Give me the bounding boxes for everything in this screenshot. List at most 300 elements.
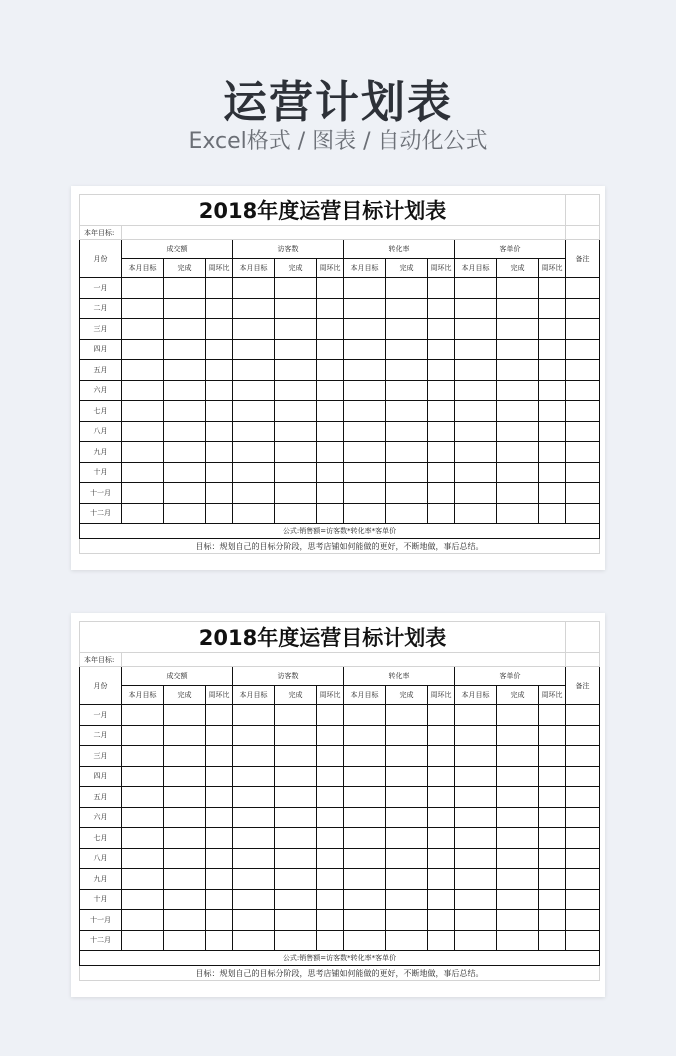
data-cell[interactable] bbox=[317, 725, 344, 746]
data-cell[interactable] bbox=[497, 360, 539, 381]
data-cell[interactable] bbox=[164, 483, 206, 504]
data-cell[interactable] bbox=[455, 828, 497, 849]
data-cell[interactable] bbox=[455, 462, 497, 483]
data-cell[interactable] bbox=[164, 380, 206, 401]
data-cell[interactable] bbox=[386, 339, 428, 360]
data-cell[interactable] bbox=[455, 319, 497, 340]
data-cell[interactable] bbox=[317, 746, 344, 767]
data-cell[interactable] bbox=[275, 319, 317, 340]
data-cell[interactable] bbox=[566, 380, 600, 401]
data-cell[interactable] bbox=[233, 889, 275, 910]
data-cell[interactable] bbox=[164, 848, 206, 869]
data-cell[interactable] bbox=[566, 421, 600, 442]
data-cell[interactable] bbox=[428, 339, 455, 360]
data-cell[interactable] bbox=[344, 766, 386, 787]
data-cell[interactable] bbox=[275, 360, 317, 381]
data-cell[interactable] bbox=[386, 483, 428, 504]
data-cell[interactable] bbox=[344, 930, 386, 951]
data-cell[interactable] bbox=[539, 848, 566, 869]
data-cell[interactable] bbox=[497, 869, 539, 890]
data-cell[interactable] bbox=[428, 705, 455, 726]
data-cell[interactable] bbox=[386, 807, 428, 828]
data-cell[interactable] bbox=[233, 442, 275, 463]
data-cell[interactable] bbox=[275, 339, 317, 360]
data-cell[interactable] bbox=[344, 360, 386, 381]
data-cell[interactable] bbox=[566, 401, 600, 422]
data-cell[interactable] bbox=[497, 848, 539, 869]
data-cell[interactable] bbox=[497, 278, 539, 299]
data-cell[interactable] bbox=[566, 483, 600, 504]
data-cell[interactable] bbox=[317, 462, 344, 483]
data-cell[interactable] bbox=[122, 339, 164, 360]
data-cell[interactable] bbox=[497, 462, 539, 483]
data-cell[interactable] bbox=[164, 298, 206, 319]
data-cell[interactable] bbox=[344, 401, 386, 422]
data-cell[interactable] bbox=[122, 725, 164, 746]
data-cell[interactable] bbox=[455, 278, 497, 299]
data-cell[interactable] bbox=[566, 930, 600, 951]
data-cell[interactable] bbox=[455, 787, 497, 808]
data-cell[interactable] bbox=[497, 746, 539, 767]
data-cell[interactable] bbox=[275, 889, 317, 910]
data-cell[interactable] bbox=[317, 766, 344, 787]
data-cell[interactable] bbox=[455, 930, 497, 951]
data-cell[interactable] bbox=[539, 869, 566, 890]
data-cell[interactable] bbox=[428, 746, 455, 767]
data-cell[interactable] bbox=[122, 787, 164, 808]
data-cell[interactable] bbox=[275, 828, 317, 849]
data-cell[interactable] bbox=[233, 462, 275, 483]
data-cell[interactable] bbox=[122, 298, 164, 319]
data-cell[interactable] bbox=[497, 828, 539, 849]
data-cell[interactable] bbox=[206, 401, 233, 422]
data-cell[interactable] bbox=[497, 442, 539, 463]
data-cell[interactable] bbox=[317, 828, 344, 849]
data-cell[interactable] bbox=[233, 360, 275, 381]
data-cell[interactable] bbox=[428, 848, 455, 869]
data-cell[interactable] bbox=[428, 442, 455, 463]
data-cell[interactable] bbox=[233, 319, 275, 340]
data-cell[interactable] bbox=[206, 503, 233, 524]
data-cell[interactable] bbox=[317, 298, 344, 319]
data-cell[interactable] bbox=[428, 503, 455, 524]
data-cell[interactable] bbox=[206, 339, 233, 360]
data-cell[interactable] bbox=[275, 483, 317, 504]
data-cell[interactable] bbox=[233, 421, 275, 442]
data-cell[interactable] bbox=[122, 930, 164, 951]
data-cell[interactable] bbox=[317, 339, 344, 360]
data-cell[interactable] bbox=[164, 401, 206, 422]
data-cell[interactable] bbox=[317, 319, 344, 340]
data-cell[interactable] bbox=[497, 910, 539, 931]
data-cell[interactable] bbox=[317, 421, 344, 442]
data-cell[interactable] bbox=[317, 380, 344, 401]
data-cell[interactable] bbox=[386, 705, 428, 726]
data-cell[interactable] bbox=[275, 380, 317, 401]
data-cell[interactable] bbox=[428, 828, 455, 849]
data-cell[interactable] bbox=[539, 360, 566, 381]
data-cell[interactable] bbox=[206, 910, 233, 931]
data-cell[interactable] bbox=[206, 442, 233, 463]
data-cell[interactable] bbox=[275, 421, 317, 442]
data-cell[interactable] bbox=[164, 503, 206, 524]
data-cell[interactable] bbox=[497, 421, 539, 442]
data-cell[interactable] bbox=[428, 278, 455, 299]
data-cell[interactable] bbox=[122, 503, 164, 524]
data-cell[interactable] bbox=[455, 889, 497, 910]
data-cell[interactable] bbox=[233, 705, 275, 726]
data-cell[interactable] bbox=[233, 380, 275, 401]
data-cell[interactable] bbox=[428, 930, 455, 951]
data-cell[interactable] bbox=[455, 746, 497, 767]
data-cell[interactable] bbox=[317, 910, 344, 931]
data-cell[interactable] bbox=[539, 828, 566, 849]
data-cell[interactable] bbox=[206, 930, 233, 951]
data-cell[interactable] bbox=[497, 705, 539, 726]
data-cell[interactable] bbox=[317, 442, 344, 463]
data-cell[interactable] bbox=[317, 889, 344, 910]
data-cell[interactable] bbox=[344, 807, 386, 828]
data-cell[interactable] bbox=[233, 807, 275, 828]
data-cell[interactable] bbox=[275, 278, 317, 299]
data-cell[interactable] bbox=[386, 278, 428, 299]
data-cell[interactable] bbox=[386, 889, 428, 910]
data-cell[interactable] bbox=[566, 503, 600, 524]
data-cell[interactable] bbox=[497, 298, 539, 319]
data-cell[interactable] bbox=[206, 869, 233, 890]
data-cell[interactable] bbox=[455, 483, 497, 504]
data-cell[interactable] bbox=[233, 298, 275, 319]
data-cell[interactable] bbox=[497, 787, 539, 808]
data-cell[interactable] bbox=[455, 339, 497, 360]
data-cell[interactable] bbox=[428, 401, 455, 422]
data-cell[interactable] bbox=[122, 401, 164, 422]
data-cell[interactable] bbox=[233, 930, 275, 951]
data-cell[interactable] bbox=[428, 421, 455, 442]
data-cell[interactable] bbox=[233, 503, 275, 524]
data-cell[interactable] bbox=[122, 746, 164, 767]
data-cell[interactable] bbox=[497, 766, 539, 787]
data-cell[interactable] bbox=[122, 828, 164, 849]
data-cell[interactable] bbox=[428, 725, 455, 746]
data-cell[interactable] bbox=[566, 360, 600, 381]
data-cell[interactable] bbox=[164, 442, 206, 463]
data-cell[interactable] bbox=[275, 705, 317, 726]
data-cell[interactable] bbox=[455, 503, 497, 524]
data-cell[interactable] bbox=[122, 462, 164, 483]
data-cell[interactable] bbox=[386, 725, 428, 746]
data-cell[interactable] bbox=[164, 339, 206, 360]
data-cell[interactable] bbox=[428, 910, 455, 931]
data-cell[interactable] bbox=[455, 421, 497, 442]
data-cell[interactable] bbox=[455, 725, 497, 746]
data-cell[interactable] bbox=[317, 930, 344, 951]
data-cell[interactable] bbox=[428, 483, 455, 504]
data-cell[interactable] bbox=[428, 319, 455, 340]
data-cell[interactable] bbox=[317, 360, 344, 381]
data-cell[interactable] bbox=[275, 930, 317, 951]
data-cell[interactable] bbox=[275, 869, 317, 890]
data-cell[interactable] bbox=[497, 889, 539, 910]
data-cell[interactable] bbox=[122, 360, 164, 381]
data-cell[interactable] bbox=[164, 705, 206, 726]
data-cell[interactable] bbox=[206, 787, 233, 808]
data-cell[interactable] bbox=[317, 787, 344, 808]
annual-target-value[interactable] bbox=[122, 226, 566, 240]
data-cell[interactable] bbox=[233, 869, 275, 890]
data-cell[interactable] bbox=[164, 787, 206, 808]
data-cell[interactable] bbox=[566, 787, 600, 808]
data-cell[interactable] bbox=[566, 746, 600, 767]
data-cell[interactable] bbox=[164, 828, 206, 849]
data-cell[interactable] bbox=[455, 705, 497, 726]
data-cell[interactable] bbox=[164, 278, 206, 299]
data-cell[interactable] bbox=[539, 746, 566, 767]
data-cell[interactable] bbox=[539, 766, 566, 787]
data-cell[interactable] bbox=[317, 807, 344, 828]
data-cell[interactable] bbox=[539, 787, 566, 808]
data-cell[interactable] bbox=[455, 869, 497, 890]
annual-target-value[interactable] bbox=[122, 653, 566, 667]
data-cell[interactable] bbox=[497, 483, 539, 504]
data-cell[interactable] bbox=[317, 401, 344, 422]
data-cell[interactable] bbox=[275, 910, 317, 931]
data-cell[interactable] bbox=[455, 766, 497, 787]
data-cell[interactable] bbox=[344, 869, 386, 890]
data-cell[interactable] bbox=[455, 298, 497, 319]
data-cell[interactable] bbox=[566, 807, 600, 828]
data-cell[interactable] bbox=[317, 705, 344, 726]
data-cell[interactable] bbox=[275, 503, 317, 524]
data-cell[interactable] bbox=[539, 910, 566, 931]
data-cell[interactable] bbox=[344, 380, 386, 401]
data-cell[interactable] bbox=[539, 725, 566, 746]
data-cell[interactable] bbox=[344, 339, 386, 360]
data-cell[interactable] bbox=[455, 910, 497, 931]
data-cell[interactable] bbox=[206, 380, 233, 401]
data-cell[interactable] bbox=[206, 705, 233, 726]
data-cell[interactable] bbox=[386, 910, 428, 931]
data-cell[interactable] bbox=[233, 828, 275, 849]
data-cell[interactable] bbox=[539, 298, 566, 319]
data-cell[interactable] bbox=[275, 766, 317, 787]
data-cell[interactable] bbox=[497, 930, 539, 951]
data-cell[interactable] bbox=[344, 298, 386, 319]
data-cell[interactable] bbox=[428, 298, 455, 319]
data-cell[interactable] bbox=[122, 442, 164, 463]
data-cell[interactable] bbox=[497, 380, 539, 401]
data-cell[interactable] bbox=[344, 319, 386, 340]
data-cell[interactable] bbox=[344, 848, 386, 869]
data-cell[interactable] bbox=[539, 503, 566, 524]
data-cell[interactable] bbox=[164, 462, 206, 483]
data-cell[interactable] bbox=[344, 746, 386, 767]
data-cell[interactable] bbox=[275, 746, 317, 767]
data-cell[interactable] bbox=[206, 462, 233, 483]
data-cell[interactable] bbox=[122, 421, 164, 442]
data-cell[interactable] bbox=[386, 828, 428, 849]
data-cell[interactable] bbox=[344, 910, 386, 931]
data-cell[interactable] bbox=[275, 462, 317, 483]
data-cell[interactable] bbox=[233, 401, 275, 422]
data-cell[interactable] bbox=[386, 869, 428, 890]
data-cell[interactable] bbox=[164, 889, 206, 910]
data-cell[interactable] bbox=[233, 483, 275, 504]
data-cell[interactable] bbox=[344, 421, 386, 442]
data-cell[interactable] bbox=[566, 442, 600, 463]
data-cell[interactable] bbox=[539, 462, 566, 483]
data-cell[interactable] bbox=[275, 807, 317, 828]
data-cell[interactable] bbox=[317, 503, 344, 524]
data-cell[interactable] bbox=[566, 339, 600, 360]
data-cell[interactable] bbox=[386, 787, 428, 808]
data-cell[interactable] bbox=[386, 848, 428, 869]
data-cell[interactable] bbox=[317, 848, 344, 869]
data-cell[interactable] bbox=[164, 766, 206, 787]
data-cell[interactable] bbox=[344, 705, 386, 726]
data-cell[interactable] bbox=[122, 380, 164, 401]
data-cell[interactable] bbox=[386, 421, 428, 442]
data-cell[interactable] bbox=[344, 442, 386, 463]
data-cell[interactable] bbox=[122, 889, 164, 910]
data-cell[interactable] bbox=[539, 401, 566, 422]
data-cell[interactable] bbox=[344, 483, 386, 504]
data-cell[interactable] bbox=[428, 787, 455, 808]
data-cell[interactable] bbox=[344, 278, 386, 299]
data-cell[interactable] bbox=[455, 401, 497, 422]
data-cell[interactable] bbox=[386, 360, 428, 381]
data-cell[interactable] bbox=[566, 705, 600, 726]
data-cell[interactable] bbox=[233, 278, 275, 299]
data-cell[interactable] bbox=[233, 339, 275, 360]
data-cell[interactable] bbox=[428, 360, 455, 381]
data-cell[interactable] bbox=[497, 807, 539, 828]
data-cell[interactable] bbox=[566, 848, 600, 869]
data-cell[interactable] bbox=[428, 807, 455, 828]
data-cell[interactable] bbox=[539, 930, 566, 951]
data-cell[interactable] bbox=[275, 401, 317, 422]
data-cell[interactable] bbox=[386, 746, 428, 767]
data-cell[interactable] bbox=[566, 278, 600, 299]
data-cell[interactable] bbox=[206, 807, 233, 828]
data-cell[interactable] bbox=[386, 503, 428, 524]
data-cell[interactable] bbox=[497, 401, 539, 422]
data-cell[interactable] bbox=[386, 766, 428, 787]
data-cell[interactable] bbox=[386, 401, 428, 422]
data-cell[interactable] bbox=[428, 869, 455, 890]
data-cell[interactable] bbox=[386, 298, 428, 319]
data-cell[interactable] bbox=[206, 278, 233, 299]
data-cell[interactable] bbox=[566, 766, 600, 787]
data-cell[interactable] bbox=[164, 746, 206, 767]
data-cell[interactable] bbox=[206, 848, 233, 869]
data-cell[interactable] bbox=[566, 462, 600, 483]
data-cell[interactable] bbox=[539, 442, 566, 463]
data-cell[interactable] bbox=[206, 828, 233, 849]
data-cell[interactable] bbox=[275, 442, 317, 463]
data-cell[interactable] bbox=[428, 766, 455, 787]
data-cell[interactable] bbox=[164, 930, 206, 951]
data-cell[interactable] bbox=[233, 725, 275, 746]
data-cell[interactable] bbox=[233, 910, 275, 931]
data-cell[interactable] bbox=[386, 462, 428, 483]
data-cell[interactable] bbox=[206, 319, 233, 340]
data-cell[interactable] bbox=[233, 746, 275, 767]
data-cell[interactable] bbox=[428, 889, 455, 910]
data-cell[interactable] bbox=[455, 848, 497, 869]
data-cell[interactable] bbox=[344, 725, 386, 746]
data-cell[interactable] bbox=[122, 319, 164, 340]
data-cell[interactable] bbox=[539, 705, 566, 726]
data-cell[interactable] bbox=[539, 483, 566, 504]
data-cell[interactable] bbox=[206, 298, 233, 319]
data-cell[interactable] bbox=[386, 319, 428, 340]
data-cell[interactable] bbox=[164, 910, 206, 931]
data-cell[interactable] bbox=[539, 421, 566, 442]
data-cell[interactable] bbox=[233, 787, 275, 808]
data-cell[interactable] bbox=[344, 462, 386, 483]
data-cell[interactable] bbox=[344, 503, 386, 524]
data-cell[interactable] bbox=[206, 746, 233, 767]
data-cell[interactable] bbox=[206, 360, 233, 381]
data-cell[interactable] bbox=[539, 319, 566, 340]
data-cell[interactable] bbox=[206, 421, 233, 442]
data-cell[interactable] bbox=[539, 380, 566, 401]
data-cell[interactable] bbox=[539, 278, 566, 299]
data-cell[interactable] bbox=[233, 766, 275, 787]
data-cell[interactable] bbox=[386, 442, 428, 463]
data-cell[interactable] bbox=[122, 278, 164, 299]
data-cell[interactable] bbox=[122, 483, 164, 504]
data-cell[interactable] bbox=[206, 483, 233, 504]
data-cell[interactable] bbox=[122, 807, 164, 828]
data-cell[interactable] bbox=[428, 380, 455, 401]
data-cell[interactable] bbox=[275, 298, 317, 319]
data-cell[interactable] bbox=[455, 360, 497, 381]
data-cell[interactable] bbox=[122, 766, 164, 787]
data-cell[interactable] bbox=[206, 725, 233, 746]
data-cell[interactable] bbox=[539, 807, 566, 828]
data-cell[interactable] bbox=[566, 725, 600, 746]
data-cell[interactable] bbox=[455, 380, 497, 401]
data-cell[interactable] bbox=[344, 828, 386, 849]
data-cell[interactable] bbox=[386, 930, 428, 951]
data-cell[interactable] bbox=[497, 339, 539, 360]
data-cell[interactable] bbox=[497, 319, 539, 340]
data-cell[interactable] bbox=[122, 705, 164, 726]
data-cell[interactable] bbox=[566, 869, 600, 890]
data-cell[interactable] bbox=[539, 339, 566, 360]
data-cell[interactable] bbox=[164, 807, 206, 828]
data-cell[interactable] bbox=[317, 483, 344, 504]
data-cell[interactable] bbox=[122, 848, 164, 869]
data-cell[interactable] bbox=[566, 319, 600, 340]
data-cell[interactable] bbox=[566, 828, 600, 849]
data-cell[interactable] bbox=[164, 360, 206, 381]
data-cell[interactable] bbox=[233, 848, 275, 869]
data-cell[interactable] bbox=[566, 889, 600, 910]
data-cell[interactable] bbox=[275, 848, 317, 869]
data-cell[interactable] bbox=[122, 869, 164, 890]
data-cell[interactable] bbox=[566, 910, 600, 931]
data-cell[interactable] bbox=[122, 910, 164, 931]
data-cell[interactable] bbox=[539, 889, 566, 910]
data-cell[interactable] bbox=[497, 503, 539, 524]
data-cell[interactable] bbox=[206, 889, 233, 910]
data-cell[interactable] bbox=[275, 725, 317, 746]
data-cell[interactable] bbox=[317, 278, 344, 299]
data-cell[interactable] bbox=[344, 889, 386, 910]
